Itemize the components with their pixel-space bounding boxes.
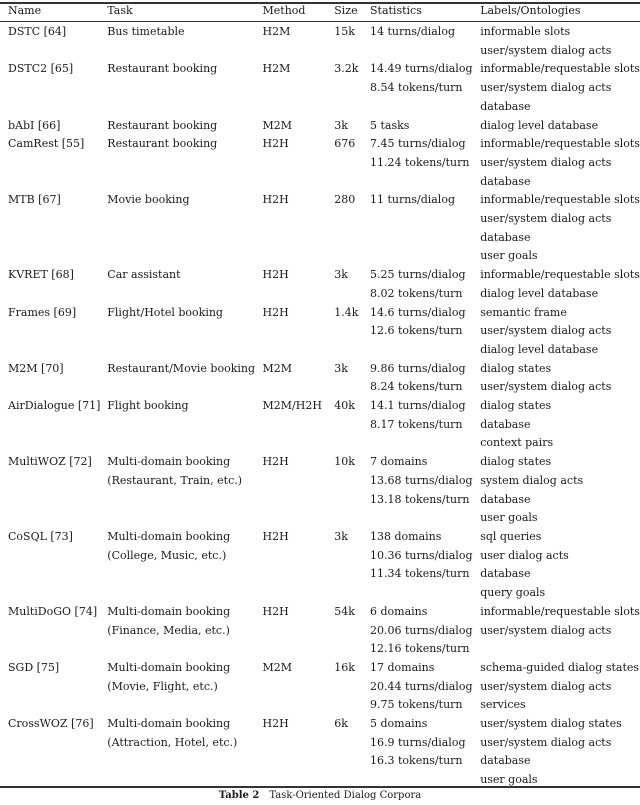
cell-method: H2H [262,717,289,731]
cell-method: H2H [262,529,289,543]
table-row [0,266,640,303]
cell-labels [480,603,640,659]
cell-labels [480,304,640,360]
cell-task [107,453,262,528]
cell-statistics-line: 14.1 turns/dialog [370,399,466,413]
table-row [0,528,640,603]
cell-statistics-line: 6 domains [370,604,428,618]
cell-statistics-line: 138 domains [370,529,442,543]
cell-name: CrossWOZ [76] [8,717,94,731]
cell-task-line: Flight/Hotel booking [107,305,223,319]
cell-labels-line: informable/requestable slots [480,193,640,207]
cell-method: H2H [262,604,289,618]
table-body [0,21,640,790]
cell-statistics-line: 8.02 tokens/turn [370,286,463,300]
cell-statistics-line: 10.36 turns/dialog [370,548,473,562]
cell-name: MultiDoGO [74] [8,604,98,618]
cell-statistics-line: 5 tasks [370,118,410,132]
cell-labels-line: user/system dialog acts [480,155,612,169]
table-row [0,453,640,528]
cell-task-line: Car assistant [107,268,181,282]
cell-labels-line: user/system dialog acts [480,212,612,226]
cell-labels [480,659,640,715]
cell-statistics [370,60,480,116]
cell-name: bAbI [66] [8,118,61,132]
cell-task [107,659,262,715]
cell-task-line: Bus timetable [107,25,185,38]
cell-statistics [370,528,480,603]
caption-text: Task-Oriented Dialog Corpora [269,790,422,801]
cell-statistics [370,135,480,191]
cell-name: Frames [69] [8,305,77,319]
cell-task [107,397,262,453]
cell-labels-line: context pairs [480,436,554,450]
cell-statistics-line: 14.49 turns/dialog [370,62,473,76]
header-size: Size [334,4,358,17]
cell-task-line: Restaurant booking [107,118,218,132]
cell-labels-line: informable/requestable slots [480,604,640,618]
cell-statistics-line: 7.45 turns/dialog [370,137,466,151]
header-labels: Labels/Ontologies [480,4,581,17]
cell-method: H2M [262,25,291,38]
table-row [0,60,640,116]
cell-task [107,603,262,659]
cell-size: 10k [334,455,355,469]
cell-labels-line: user/system dialog acts [480,679,612,693]
cell-statistics [370,21,480,60]
cell-labels [480,528,640,603]
cell-name: KVRET [68] [8,268,74,282]
cell-labels-line: sql queries [480,529,542,543]
table-row [0,135,640,191]
header-method: Method [262,4,306,17]
cell-task-line: Multi-domain booking [107,604,231,618]
cell-labels-line: user/system dialog acts [480,324,612,338]
table-row [0,304,640,360]
cell-name: DSTC2 [65] [8,62,74,76]
cell-name: MTB [67] [8,193,61,207]
cell-task [107,528,262,603]
cell-labels-line: user/system dialog acts [480,735,612,749]
cell-method: M2M [262,118,293,132]
cell-labels-line: user/system dialog acts [480,623,612,637]
cell-statistics-line: 14.6 turns/dialog [370,305,466,319]
cell-statistics-line: 5.25 turns/dialog [370,268,466,282]
table-row [0,397,640,453]
cell-labels-line: informable slots [480,25,571,38]
cell-labels-line: informable/requestable slots [480,62,640,76]
cell-statistics-line: 16.9 turns/dialog [370,735,466,749]
cell-task-line: (Movie, Flight, etc.) [107,679,218,693]
cell-labels [480,191,640,266]
cell-statistics [370,715,480,790]
cell-size: 3.2k [334,62,359,76]
cell-labels-line: schema-guided dialog states [480,660,640,674]
cell-statistics-line: 9.75 tokens/turn [370,698,463,712]
cell-statistics-line: 12.16 tokens/turn [370,642,470,656]
cell-task [107,21,262,60]
cell-method: H2H [262,268,289,282]
cell-task [107,304,262,360]
cell-labels-line: query goals [480,586,546,600]
cell-name: CamRest [55] [8,137,85,151]
cell-statistics [370,397,480,453]
cell-labels-line: dialog states [480,455,552,469]
cell-statistics-line: 7 domains [370,455,428,469]
cell-task-line: Flight booking [107,399,189,413]
header-name: Name [8,4,42,17]
cell-size: 280 [334,193,356,207]
cell-labels [480,397,640,453]
cell-labels [480,453,640,528]
cell-method: H2M [262,62,291,76]
cell-method: H2H [262,137,289,151]
cell-statistics-line: 11 turns/dialog [370,193,455,207]
cell-statistics-line: 12.6 tokens/turn [370,324,463,338]
cell-labels-line: user goals [480,773,538,787]
cell-statistics-line: 13.68 turns/dialog [370,473,473,487]
cell-name: CoSQL [73] [8,529,73,543]
cell-task-line: Multi-domain booking [107,455,231,469]
cell-statistics [370,603,480,659]
cell-statistics-line: 17 domains [370,660,435,674]
cell-labels-line: user/system dialog acts [480,81,612,95]
cell-task [107,360,262,397]
cell-task [107,135,262,191]
cell-task [107,715,262,790]
cell-labels-line: database [480,99,531,113]
cell-size: 3k [334,361,348,375]
cell-labels-line: informable/requestable slots [480,137,640,151]
table-row [0,360,640,397]
cell-name: MultiWOZ [72] [8,455,92,469]
dialog-corpora-table [0,2,640,790]
cell-name: SGD [75] [8,660,60,674]
cell-labels [480,21,640,60]
cell-statistics [370,117,480,136]
cell-size: 40k [334,399,355,413]
cell-labels-line: dialog states [480,361,552,375]
table-row [0,659,640,715]
cell-task-line: Multi-domain booking [107,529,231,543]
cell-labels-line: system dialog acts [480,473,584,487]
cell-method: M2M [262,361,293,375]
cell-task [107,60,262,116]
cell-size: 16k [334,660,355,674]
table-row [0,603,640,659]
table-row [0,715,640,790]
cell-statistics-line: 8.17 tokens/turn [370,417,463,431]
cell-labels-line: services [480,698,526,712]
cell-statistics-line: 20.06 turns/dialog [370,623,473,637]
header-task: Task [107,4,133,17]
cell-labels [480,60,640,116]
cell-labels-line: database [480,417,531,431]
cell-labels-line: user/system dialog acts [480,43,612,57]
cell-size: 6k [334,717,348,731]
cell-task-line: Movie booking [107,193,190,207]
cell-labels-line: database [480,567,531,581]
cell-size: 54k [334,604,355,618]
cell-labels-line: dialog level database [480,286,599,300]
cell-method: M2M [262,660,293,674]
cell-labels-line: informable/requestable slots [480,268,640,282]
cell-statistics [370,304,480,360]
cell-statistics-line: 8.54 tokens/turn [370,81,463,95]
cell-task [107,266,262,303]
cell-statistics-line: 9.86 turns/dialog [370,361,466,375]
cell-labels [480,715,640,790]
cell-task-line: (Restaurant, Train, etc.) [107,473,243,487]
cell-statistics [370,659,480,715]
cell-task-line: Restaurant booking [107,137,218,151]
cell-statistics [370,191,480,266]
cell-task [107,117,262,136]
cell-statistics [370,266,480,303]
cell-size: 3k [334,268,348,282]
cell-labels-line: database [480,492,531,506]
cell-labels-line: dialog level database [480,118,599,132]
cell-labels-line: user goals [480,249,538,263]
cell-labels [480,360,640,397]
table-row [0,117,640,136]
cell-labels-line: database [480,754,531,768]
cell-task-line: Restaurant booking [107,62,218,76]
cell-method: H2H [262,305,289,319]
table-header-row [0,2,640,21]
cell-method: M2M/H2H [262,399,322,413]
cell-labels-line: database [480,174,531,188]
cell-task-line: (College, Music, etc.) [107,548,227,562]
cell-statistics-line: 11.24 tokens/turn [370,155,470,169]
cell-task-line: (Attraction, Hotel, etc.) [107,735,238,749]
cell-size: 3k [334,118,348,132]
cell-task-line: (Finance, Media, etc.) [107,623,230,637]
cell-task [107,191,262,266]
table-row [0,21,640,60]
cell-task-line: Multi-domain booking [107,660,231,674]
cell-size: 15k [334,25,355,38]
cell-statistics-line: 20.44 turns/dialog [370,679,473,693]
caption-label: Table 2 [218,790,260,801]
cell-labels-line: user goals [480,511,538,525]
cell-method: H2H [262,455,289,469]
cell-method: H2H [262,193,289,207]
cell-name: M2M [70] [8,361,64,375]
cell-labels [480,135,640,191]
cell-labels [480,117,640,136]
cell-labels-line: dialog level database [480,342,599,356]
header-statistics: Statistics [370,4,422,17]
cell-labels-line: database [480,230,531,244]
cell-statistics-line: 14 turns/dialog [370,25,455,38]
cell-name: AirDialogue [71] [8,399,101,413]
table-row [0,191,640,266]
cell-task-line: Restaurant/Movie booking [107,361,256,375]
cell-statistics-line: 16.3 tokens/turn [370,754,463,768]
cell-statistics [370,360,480,397]
cell-labels [480,266,640,303]
cell-size: 676 [334,137,356,151]
cell-statistics-line: 13.18 tokens/turn [370,492,470,506]
cell-labels-line: user dialog acts [480,548,569,562]
cell-labels-line: user/system dialog acts [480,380,612,394]
table-caption [0,790,640,801]
cell-name: DSTC [64] [8,25,67,38]
cell-task-line: Multi-domain booking [107,717,231,731]
cell-size: 3k [334,529,348,543]
cell-statistics-line: 5 domains [370,717,428,731]
cell-statistics [370,453,480,528]
cell-statistics-line: 8.24 tokens/turn [370,380,463,394]
cell-labels-line: semantic frame [480,305,567,319]
cell-statistics-line: 11.34 tokens/turn [370,567,470,581]
cell-labels-line: user/system dialog states [480,717,622,731]
cell-size: 1.4k [334,305,359,319]
cell-labels-line: dialog states [480,399,552,413]
